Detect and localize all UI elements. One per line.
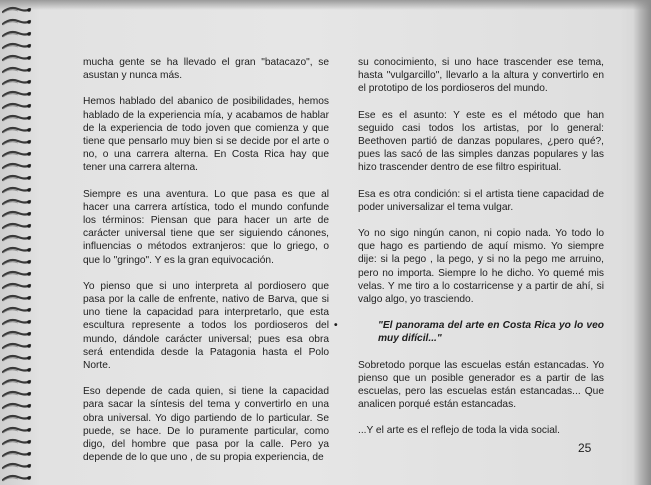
binding-coil [2,378,32,387]
binding-coil [2,282,32,291]
paragraph: Siempre es una aventura. Lo que pasa es que al hacer una carrera artística, todo el mundo confunde los términos: Piensan que para hacer un arte de carácter universal tiene que ser siguiendo cánones, influencias o métodos extranjeros: que lo griego, o que lo "gringo". Y es la gran equivocación. [83,188,329,266]
page-number: 25 [578,441,592,455]
paragraph: mucha gente se ha llevado el gran "batacazo", se asustan y nunca más. [83,57,329,82]
binding-coil [2,270,32,279]
binding-coil [2,354,32,363]
paragraph: Yo pienso que si uno interpreta al pordiosero que pasa por la calle de enfrente, nativo de Barva, que si uno tiene la capacidad para interpretarlo, que esta escultura represente a todos los pordioseros del mundo, dándole carácter universal; pues esa obra será entendida desde la Patagonia hasta el Polo Norte. [83,280,329,372]
binding-coil [2,306,32,315]
binding-coil [2,138,32,147]
binding-coil [2,210,32,219]
binding-coil [2,438,32,447]
binding-coil [2,126,32,135]
binding-coil [2,114,32,123]
binding-coil [2,102,32,111]
binding-coil [2,402,32,411]
left-text-column [83,56,329,477]
binding-coil [2,246,32,255]
binding-coil [2,462,32,471]
binding-coil [2,30,32,39]
binding-coil [2,174,32,183]
binding-coil [2,474,32,483]
binding-coil [2,198,32,207]
paragraph: ...Y el arte es el reflejo de toda la vida social. [358,425,560,437]
paragraph: Esa es otra condición: si el artista tiene capacidad de poder universalizar el tema vulgar. [358,188,604,213]
paragraph: su conocimiento, si uno hace trascender ese tema, hasta "vulgarcillo", llevarlo a la altura y convertirlo en el prototipo de los pordioseros del mundo. [358,57,604,95]
pull-quote-text: "El panorama del arte en Costa Rica yo lo veo muy difícil..." [378,320,604,345]
page-right-shadow [633,0,651,485]
binding-coil [2,66,32,75]
paragraph: Yo no sigo ningún canon, ni copio nada. Yo todo lo que hago es partiendo de aquí mismo. Yo siempre dije: si la pego , la pego, y si no la pego me arruino, pero no importa. Siempre lo he dicho. Yo quemé mis velas. Y me tiro a lo costarricense y a partir de ahí, si valgo algo, yo trasciendo. [358,228,604,306]
right-text-column [334,56,604,451]
binding-coil [2,234,32,243]
binding-coil [2,186,32,195]
binding-coil [2,342,32,351]
binding-coil [2,54,32,63]
binding-coil [2,42,32,51]
paragraph: Sobretodo porque las escuelas están estancadas. Yo pienso que un posible generador es a partir de las escuelas, pero las escuelas están estancadas... Que analicen porqué están estancadas. [358,359,604,411]
paragraph: Hemos hablado del abanico de posibilidades, hemos hablado de la experiencia mía, y acabamos de hablar de la experiencia de todo joven que comienza y que tiene que pensarlo muy bien si se decide por el arte o no, o una carrera alterna. En Costa Rica hay que tener una carrera alterna. [83,96,329,174]
binding-coil [2,6,32,15]
binding-coil [2,390,32,399]
binding-coil [2,90,32,99]
binding-coil [2,318,32,327]
binding-coil [2,258,32,267]
binding-coil [2,366,32,375]
binding-coil [2,294,32,303]
binding-coil [2,162,32,171]
binding-coil [2,18,32,27]
paragraph: Ese es el asunto: Y este es el método que han seguido casi todos los artistas, por lo general: Beethoven partió de danzas populares, ¿pero qué?, pues las sacó de las simples danzas populares y las hizo trascender dentro de ese filtro espiritual. [358,109,604,174]
binding-coil [2,222,32,231]
paragraph: Eso depende de cada quien, si tiene la capacidad para sacar la síntesis del tema y convertirlo en una obra universal. Yo digo partiendo de lo particular. Se puede, se hace. De lo puramente particular, como digo, del hombre que pasa por la calle. Pero ya depende de lo que uno , de su propia experiencia, de [83,386,329,464]
spiral-binding [0,0,40,485]
pull-quote [334,319,604,345]
page-top-shadow [0,0,651,10]
binding-coil [2,330,32,339]
binding-coil [2,414,32,423]
binding-coil [2,150,32,159]
bullet-icon: • [334,320,338,332]
binding-coil [2,426,32,435]
binding-coil [2,450,32,459]
binding-coil [2,78,32,87]
